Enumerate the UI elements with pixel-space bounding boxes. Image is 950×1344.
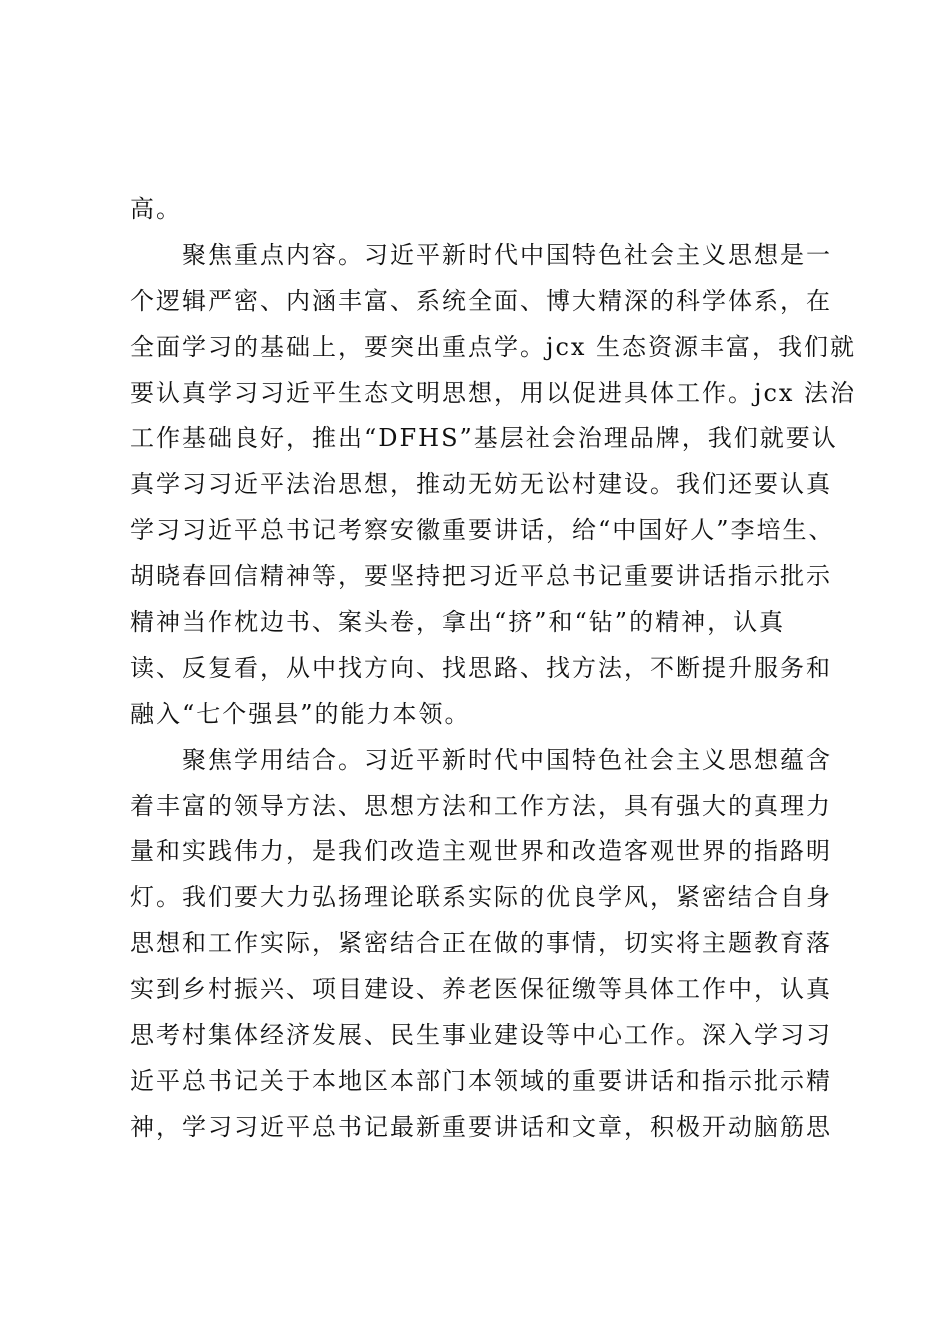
text-line: 灯。我们要大力弘扬理论联系实际的优良学风，紧密结合自身: [130, 883, 832, 912]
paragraph-first-line: 聚焦重点内容。习近平新时代中国特色社会主义思想是一: [182, 240, 832, 269]
body-text: [130, 187, 857, 1151]
text-line: 思考村集体经济发展、民生事业建设等中心工作。深入学习习: [130, 1021, 832, 1050]
paragraph-first-line: 聚焦学用结合。习近平新时代中国特色社会主义思想蕴含: [182, 745, 832, 774]
text-line: 精神当作枕边书、案头卷，拿出“挤”和“钻”的精神，认真: [130, 608, 786, 637]
text-line: 胡晓春回信精神等，要坚持把习近平总书记重要讲话指示批示: [130, 562, 832, 591]
text-line: 神，学习习近平总书记最新重要讲话和文章，积极开动脑筋思: [130, 1112, 832, 1141]
text-line: 读、反复看，从中找方向、找思路、找方法，不断提升服务和: [130, 653, 832, 682]
text-line: 融入“七个强县”的能力本领。: [130, 699, 471, 728]
text-line: 高。: [130, 195, 182, 223]
text-line: 思想和工作实际，紧密结合正在做的事情，切实将主题教育落: [130, 929, 832, 958]
text-line: 要认真学习习近平生态文明思想，用以促进具体工作。jcx 法治: [130, 378, 857, 407]
text-line: 学习习近平总书记考察安徽重要讲话，给“中国好人”李培生、: [130, 516, 835, 545]
text-line: 个逻辑严密、内涵丰富、系统全面、博大精深的科学体系，在: [130, 286, 832, 315]
text-line: 工作基础良好，推出“DFHS”基层社会治理品牌，我们就要认: [130, 424, 838, 453]
text-line: 全面学习的基础上，要突出重点学。jcx 生态资源丰富，我们就: [130, 332, 857, 361]
text-line: 着丰富的领导方法、思想方法和工作方法，具有强大的真理力: [130, 791, 832, 820]
text-line: 近平总书记关于本地区本部门本领域的重要讲话和指示批示精: [130, 1066, 832, 1095]
text-line: 量和实践伟力，是我们改造主观世界和改造客观世界的指路明: [130, 837, 832, 866]
text-line: 真学习习近平法治思想，推动无妨无讼村建设。我们还要认真: [130, 470, 832, 499]
text-line: 实到乡村振兴、项目建设、养老医保征缴等具体工作中，认真: [130, 975, 832, 1004]
